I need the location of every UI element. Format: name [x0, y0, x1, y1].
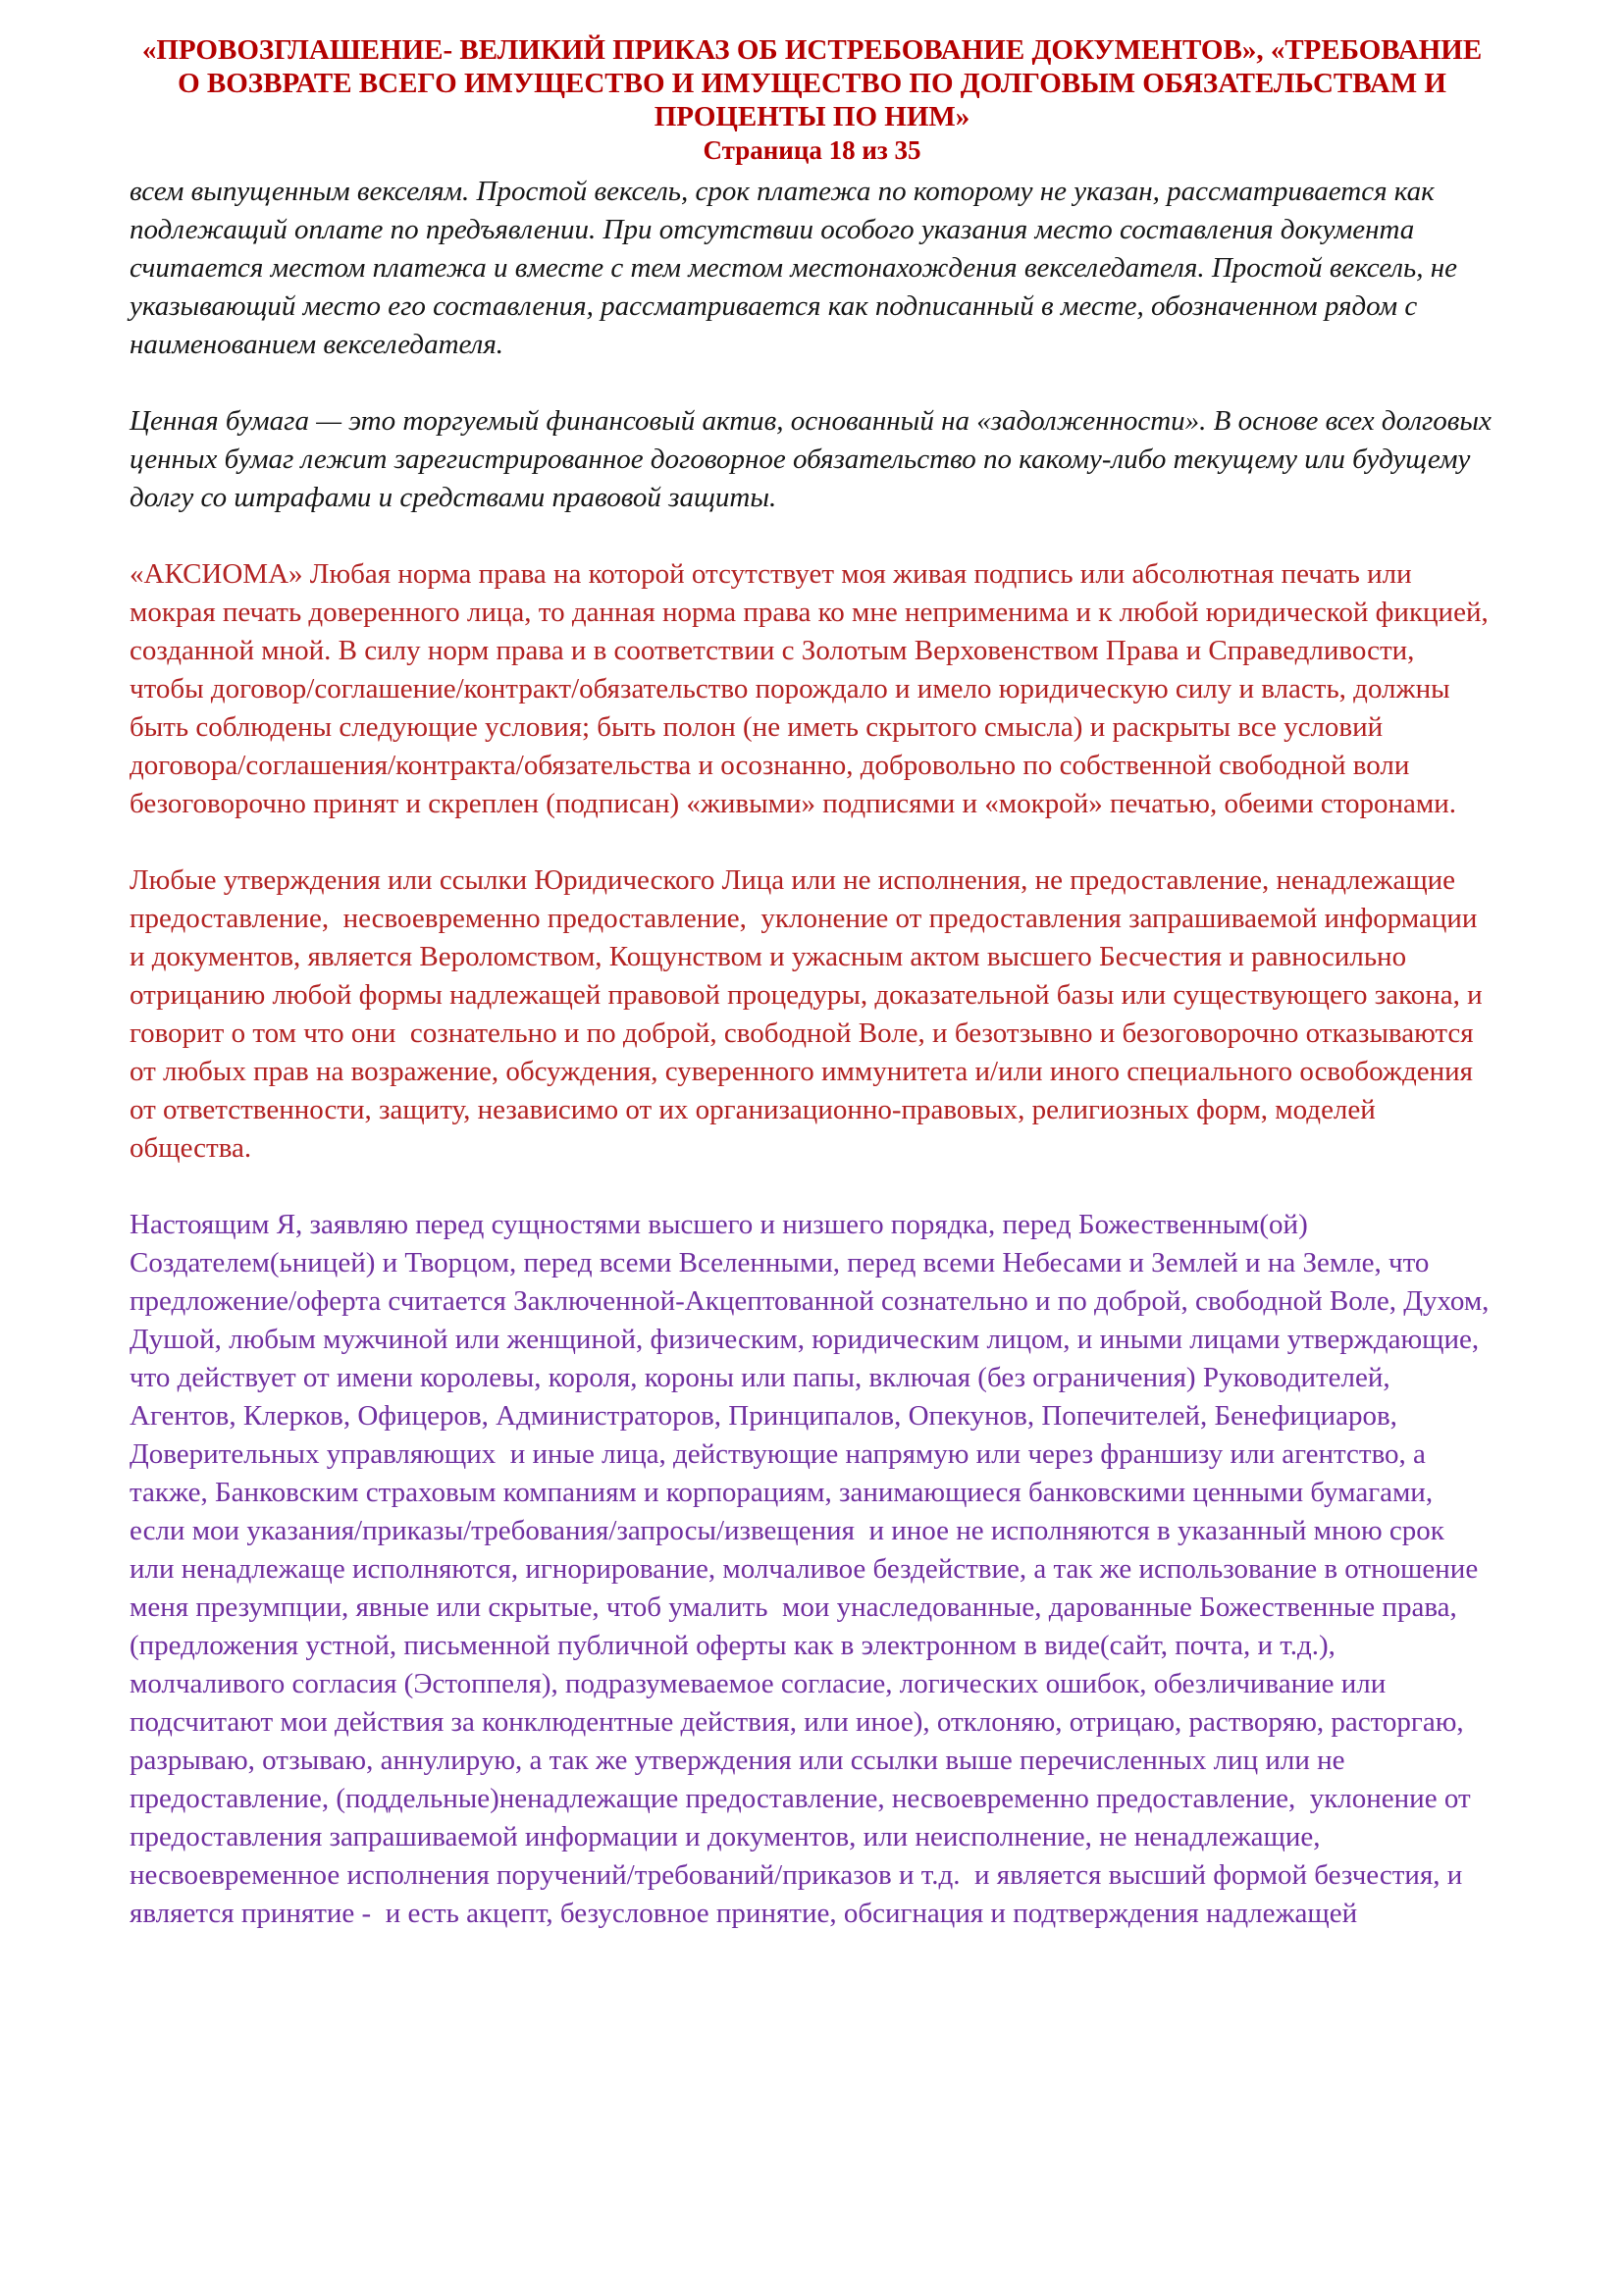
paragraph-promissory-note: всем выпущенным векселям. Простой вексель, срок платежа по которому не указан, рассматривается как подлежащий оплате по предъявлении. При отсутствии особого указания место составления документа считается местом платежа и вместе с тем местом местонахождения векселедателя. Простой вексель, не указывающий место его составления, рассматривается как подписанный в месте, обозначенном рядом с наименованием векселедателя. [130, 176, 1465, 360]
paragraph-declaration: Настоящим Я, заявляю перед сущностями высшего и низшего порядка, перед Божественным(ой) Создателем(ьницей) и Творцом, перед всеми Вселенными, перед всеми Небесами и Землей и на Земле, что предложение/оферта считается Заключенной-Акцептованной сознательно и по доброй, свободной Воле, Духом, Душой, любым мужчиной или женщиной, физическим, юридическим лицом, и иными лицами утверждающие, что действует от имени королевы, короля, короны или папы, включая (без ограничения) Руководителей, Агентов, Клерков, Офицеров, Администраторов, Принципалов, Опекунов, Попечителей, Бенефициаров, Доверительных управляющих и иные лица, действующие напрямую или через франшизу или агентство, а также, Банковским страховым компаниям и корпорациям, занимающиеся банковскими ценными бумагами, если мои указания/приказы/требования/запросы/извещения и иное не исполняются в указанный мною срок или ненадлежаще исполняются, игнорирование, молчаливое бездействие, а так же использование в отношение меня презумпции, явные или скрытые, чтоб умалить мои унаследованные, дарованные Божественные права, (предложения устной, письменной публичной оферты как в электронном в виде(сайт, почта, и т.д.), молчаливого согласия (Эстоппеля), подразумеваемое согласие, логических ошибок, обезличивание или подсчитают мои действия за конклюдентные действия, или иное), отклоняю, отрицаю, растворяю, расторгаю, разрываю, отзываю, аннулирую, а так же утверждения или ссылки выше перечисленных лиц или не предоставление, (поддельные)ненадлежащие предоставление, несвоевременно предоставление, уклонение от предоставления запрашиваемой информации и документов, или неисполнение, не ненадлежащие, несвоевременное исполнения поручений/требований/приказов и т.д. и является высший формой безчестия, и является принятие - и есть акцепт, безусловное принятие, обсигнация и подтверждения надлежащей [130, 1209, 1496, 1929]
paragraph-legal-entity-claims: Любые утверждения или ссылки Юридического Лица или не исполнения, не предоставление, ненадлежащие предоставление, несвоевременно предоставление, уклонение от предоставления запрашиваемой информации и документов, является Вероломством, Кощунством и ужасным актом высшего Бесчестия и равносильно отрицанию любой формы надлежащей правовой процедуры, доказательной базы или существующего закона, и говорит о том что они сознательно и по доброй, свободной Воле, и безотзывно и безоговорочно отказываются от любых прав на возражение, обсуждения, суверенного иммунитета и/или иного специального освобождения от ответственности, защиту, независимо от их организационно-правовых, религиозных форм, моделей общества. [130, 864, 1490, 1164]
document-body [130, 173, 1499, 1933]
paragraph-security-definition: Ценная бумага — это торгуемый финансовый актив, основанный на «задолженности». В основе всех долговых ценных бумаг лежит зарегистрированное договорное обязательство по какому-либо текущему или будущему долгу со штрафами и средствами правовой защиты. [130, 405, 1499, 513]
paragraph-axiom: «АКСИОМА» Любая норма права на которой отсутствует моя живая подпись или абсолютная печать или мокрая печать доверенного лица, то данная норма права ко мне неприменима и к любой юридической фикцией, созданной мной. В силу норм права и в соответствии с Золотым Верховенством Права и Справедливости, чтобы договор/соглашение/контракт/обязательство порождало и имело юридическую силу и власть, должны быть соблюдены следующие условия; быть полон (не иметь скрытого смысла) и раскрыты все условий договора/соглашения/контракта/обязательства и осознанно, добровольно по собственной свободной воли безоговорочно принят и скреплен (подписан) «живыми» подписями и «мокрой» печатью, обеими сторонами. [130, 558, 1495, 819]
document-header [130, 33, 1494, 167]
document-title: «ПРОВОЗГЛАШЕНИЕ- ВЕЛИКИЙ ПРИКАЗ ОБ ИСТРЕБОВАНИЕ ДОКУМЕНТОВ», «ТРЕБОВАНИЕ О ВОЗВРАТЕ ВСЕГО ИМУЩЕСТВО И ИМУЩЕСТВО ПО ДОЛГОВЫМ ОБЯЗАТЕЛЬСТВАМ И ПРОЦЕНТЫ ПО НИМ» [141, 34, 1483, 132]
page-number-indicator: Страница 18 из 35 [703, 135, 921, 165]
